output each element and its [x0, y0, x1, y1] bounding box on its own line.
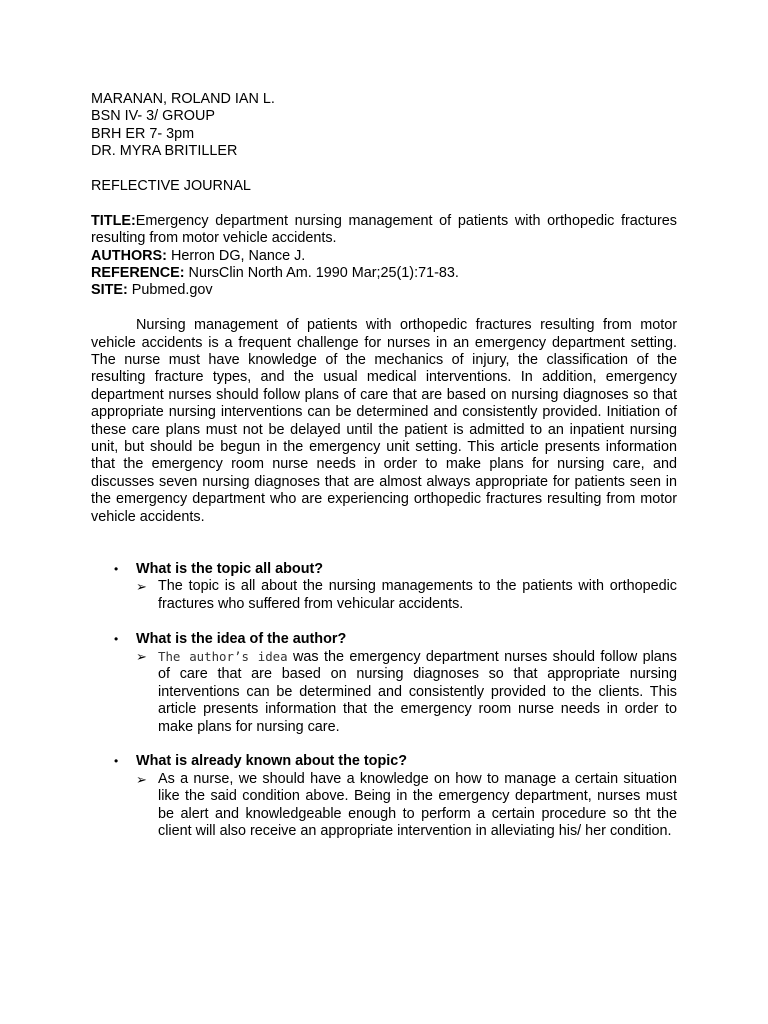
- answer-text: [136, 578, 677, 613]
- arrow-bullet-icon: ➢: [136, 648, 147, 664]
- student-section: BSN IV- 3/ GROUP: [91, 108, 215, 125]
- document-content: [91, 91, 677, 840]
- answer-lead: The author’s idea: [158, 648, 288, 664]
- title-value: Emergency department nursing management of patients with orthopedic fractures resulting from motor vehicle accidents.: [91, 212, 677, 247]
- question-item: [91, 561, 677, 613]
- student-header: [91, 91, 677, 161]
- question-text: What is already known about the topic?: [136, 753, 408, 770]
- question-item: [91, 753, 677, 840]
- arrow-bullet-icon: ➢: [136, 579, 147, 595]
- bullet-icon: •: [114, 561, 119, 576]
- answer-text: [136, 648, 677, 736]
- question-text: What is the idea of the author?: [136, 630, 347, 647]
- clinical-instructor: DR. MYRA BRITILLER: [91, 143, 238, 160]
- bullet-icon: •: [114, 631, 119, 646]
- summary-paragraph: Nursing management of patients with orthopedic fractures resulting from motor vehicle accidents is a frequent challenge for nurses in an emergency department setting. The nurse must have knowledge of the mechanics of injury, the classification of the resulting fracture types, and the usual medical interventions. In addition, emergency department nurses should follow plans of care that are based on nursing diagnoses so that appropriate nursing interventions can be determined and consistently provided. Initiation of these care plans must not be delayed until the patient is admitted to an inpatient nursing unit, but should be begun in the emergency unit setting. This article presents information that the emergency room nurse needs in order to make plans for nursing care, and discusses seven nursing diagnoses that are almost always appropriate for patients seen in the emergency department who are experiencing orthopedic fractures resulting from motor vehicle accidents.: [91, 317, 677, 525]
- rotation-schedule: BRH ER 7- 3pm: [91, 125, 195, 142]
- site-value: Pubmed.gov: [127, 282, 213, 299]
- citation-site: [91, 282, 677, 299]
- citation-title: [91, 213, 677, 248]
- document-type: REFLECTIVE JOURNAL: [91, 178, 251, 195]
- reflection-questions: [91, 561, 677, 840]
- reference-label: REFERENCE:: [91, 265, 185, 282]
- answer-text: [136, 771, 677, 841]
- site-label: SITE:: [91, 282, 128, 299]
- citation-authors: [91, 248, 677, 265]
- answer-body: was the emergency department nurses should follow plans of care that are based on nursing diagnoses so that appropriate nursing interventions can be determined and consistently provided to the clients. This article presents information that the emergency room nurse needs in order to make plans for nursing care.: [158, 648, 678, 735]
- student-name: MARANAN, ROLAND IAN L.: [91, 91, 275, 107]
- reference-value: NursClin North Am. 1990 Mar;25(1):71-83.: [184, 265, 459, 282]
- arrow-bullet-icon: ➢: [136, 771, 147, 787]
- citation-reference: [91, 265, 677, 282]
- answer-body: The topic is all about the nursing managements to the patients with orthopedic fractures who suffered from vehicular accidents.: [158, 578, 677, 612]
- citation-block: [91, 213, 677, 300]
- authors-label: AUTHORS:: [91, 247, 167, 264]
- question-item: [91, 631, 677, 736]
- answer-body: As a nurse, we should have a knowledge on how to manage a certain situation like the said condition above. Being in the emergency department, nurses must be alert and knowledgeable enough to perform a certain procedure so tht the client will also receive an appropriate intervention in alleviating his/ her condition.: [158, 770, 677, 839]
- title-label: TITLE:: [91, 212, 136, 229]
- authors-value: Herron DG, Nance J.: [166, 247, 306, 264]
- bullet-icon: •: [114, 754, 119, 769]
- question-text: What is the topic all about?: [136, 560, 324, 577]
